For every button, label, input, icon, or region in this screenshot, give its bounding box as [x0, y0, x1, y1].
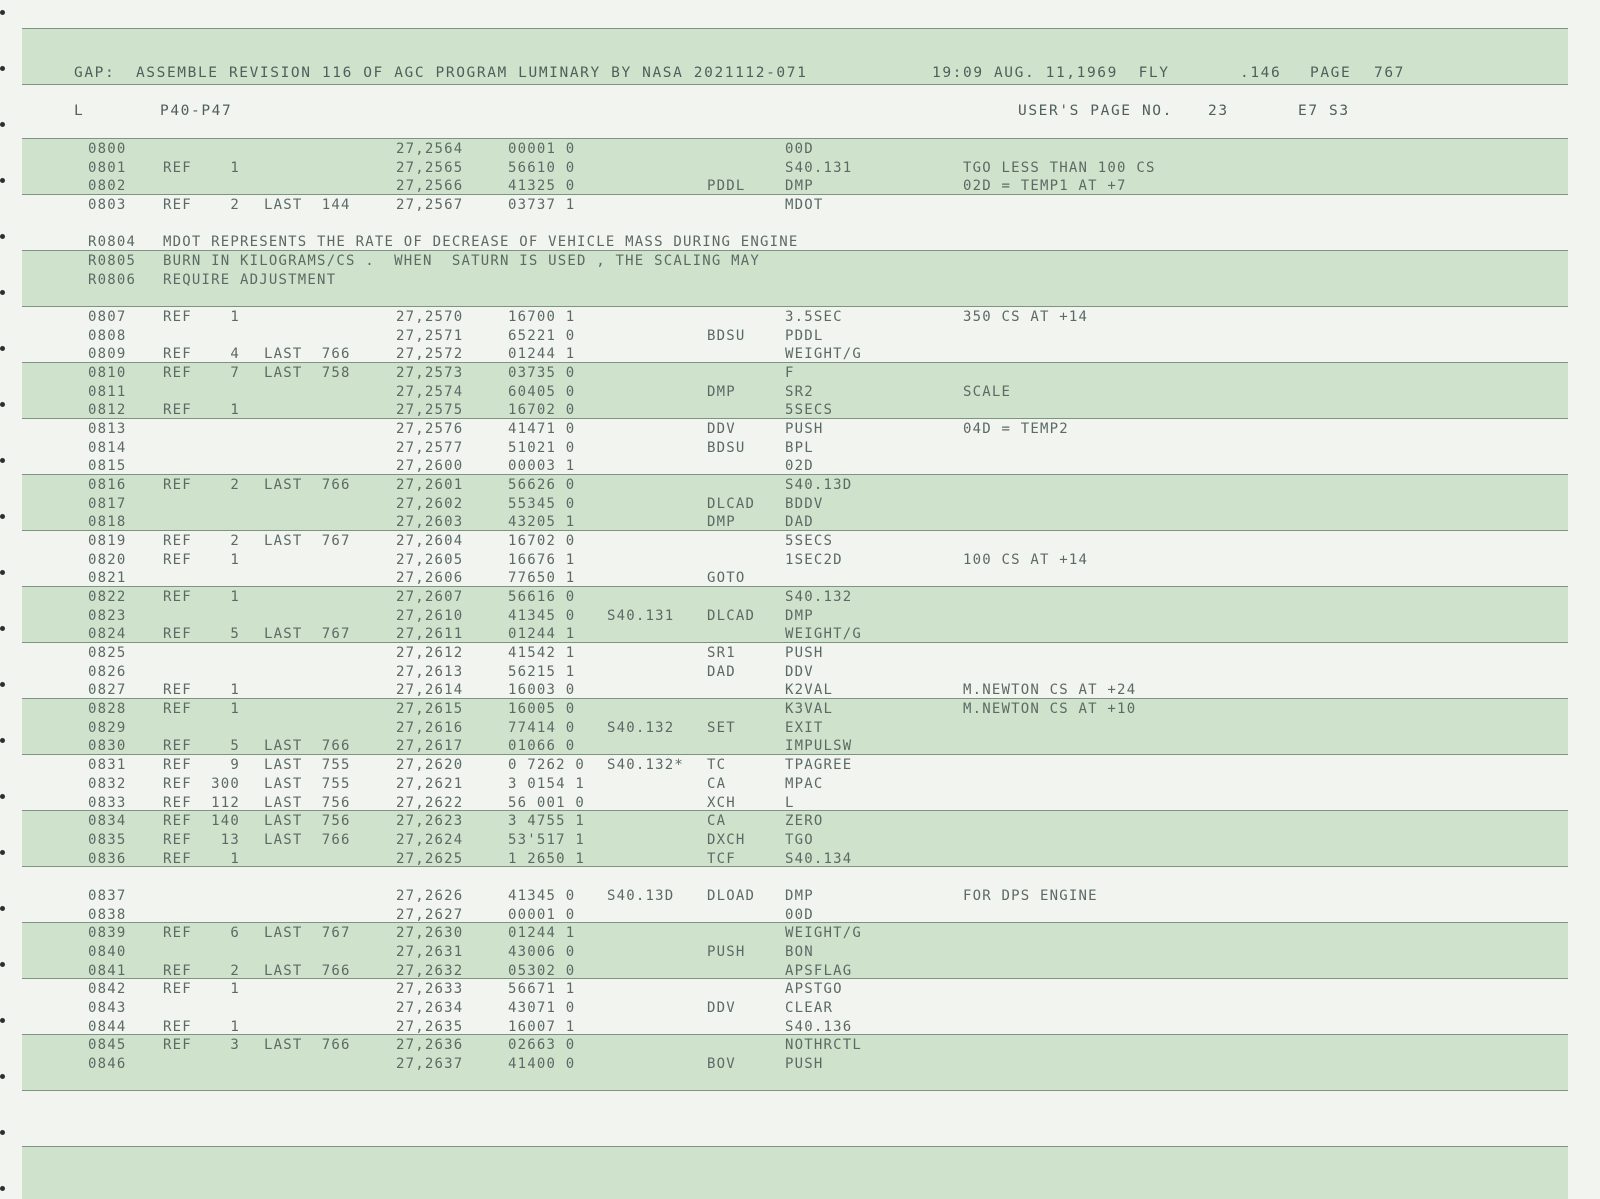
line-number: 0830: [88, 738, 127, 755]
page-label: PAGE: [1310, 65, 1352, 81]
operand: BPL: [785, 439, 814, 456]
last-ref: LAST 766: [264, 962, 351, 979]
operand: APSTGO: [785, 981, 843, 998]
octal-word: 41325 0: [508, 178, 576, 195]
octal-word: 01244 1: [508, 346, 576, 363]
octal-word: 00003 1: [508, 458, 576, 475]
memory-address: 27,2564: [396, 141, 464, 157]
memory-address: 27,2574: [396, 383, 464, 400]
operand: PUSH: [785, 1055, 824, 1072]
operand: NOTHRCTL: [785, 1037, 863, 1054]
memory-address: 27,2634: [396, 999, 464, 1016]
octal-word: 16005 0: [508, 701, 576, 718]
opcode: CA: [707, 775, 727, 792]
ref-count: REF 3: [163, 1037, 241, 1054]
remark-text: REQUIRE ADJUSTMENT: [163, 271, 337, 288]
octal-word: 56 001 0: [508, 794, 586, 811]
last-ref: LAST 767: [264, 626, 351, 643]
octal-word: 43205 1: [508, 514, 576, 531]
line-number: 0826: [88, 663, 127, 680]
memory-address: 27,2603: [396, 514, 464, 531]
octal-word: 53'517 1: [508, 831, 586, 848]
memory-address: 27,2611: [396, 626, 464, 643]
memory-address: 27,2621: [396, 775, 464, 792]
opcode: BDSU: [707, 439, 746, 456]
line-number: 0845: [88, 1037, 127, 1054]
line-number: 0818: [88, 514, 127, 531]
last-ref: LAST 758: [264, 365, 351, 381]
memory-address: 27,2617: [396, 738, 464, 755]
memory-address: 27,2633: [396, 981, 464, 998]
line-number: 0846: [88, 1055, 127, 1072]
remark-text: BURN IN KILOGRAMS/CS . WHEN SATURN IS USED , THE SCALING MAY: [163, 253, 760, 269]
printout-page: [22, 28, 1568, 1198]
operand: BDDV: [785, 495, 824, 512]
comment: FOR DPS ENGINE: [963, 887, 1098, 904]
line-number: 0808: [88, 327, 127, 344]
ref-count: REF 6: [163, 925, 241, 942]
line-number: 0839: [88, 925, 127, 942]
opcode: XCH: [707, 794, 736, 811]
last-ref: LAST 766: [264, 1037, 351, 1054]
operand: PUSH: [785, 645, 824, 662]
ref-count: REF 300: [163, 775, 241, 792]
ref-count: REF 5: [163, 738, 241, 755]
symbol-label: S40.13D: [607, 887, 675, 904]
memory-address: 27,2605: [396, 551, 464, 568]
octal-word: 16702 0: [508, 533, 576, 550]
remark-text: MDOT REPRESENTS THE RATE OF DECREASE OF VEHICLE MASS DURING ENGINE: [163, 234, 799, 251]
octal-word: 56626 0: [508, 477, 576, 494]
memory-address: 27,2572: [396, 346, 464, 363]
octal-word: 16007 1: [508, 1018, 576, 1035]
opcode: BOV: [707, 1055, 736, 1072]
comment: TGO LESS THAN 100 CS: [963, 159, 1156, 176]
ref-count: REF 9: [163, 757, 241, 774]
line-number: 0802: [88, 178, 127, 195]
line-number: 0811: [88, 383, 127, 400]
line-number: 0817: [88, 495, 127, 512]
octal-word: 41345 0: [508, 607, 576, 624]
octal-word: 3 0154 1: [508, 775, 586, 792]
operand: TGO: [785, 831, 814, 848]
memory-address: 27,2601: [396, 477, 464, 494]
line-number: 0821: [88, 570, 127, 587]
comment: 350 CS AT +14: [963, 309, 1089, 325]
octal-word: 01244 1: [508, 925, 576, 942]
ref-count: REF 2: [163, 533, 241, 550]
operand: 5SECS: [785, 402, 834, 419]
opcode: CA: [707, 813, 727, 830]
opcode: DLCAD: [707, 495, 756, 512]
memory-address: 27,2620: [396, 757, 464, 774]
operand: K2VAL: [785, 682, 834, 699]
operand: S40.132: [785, 589, 853, 606]
memory-address: 27,2567: [396, 197, 464, 213]
operand: MDOT: [785, 197, 824, 213]
operand: IMPULSW: [785, 738, 853, 755]
opcode: BDSU: [707, 327, 746, 344]
users-page-number: 23: [1208, 103, 1229, 119]
line-number: 0842: [88, 981, 127, 998]
last-ref: LAST 766: [264, 477, 351, 494]
log-section-name: P40-P47: [160, 103, 233, 119]
line-number: 0820: [88, 551, 127, 568]
operand: PDDL: [785, 327, 824, 344]
operand: TPAGREE: [785, 757, 853, 774]
octal-word: 03735 0: [508, 365, 576, 381]
line-number: R0806: [88, 271, 137, 288]
memory-address: 27,2626: [396, 887, 464, 904]
memory-address: 27,2632: [396, 962, 464, 979]
octal-word: 56671 1: [508, 981, 576, 998]
users-page-label: USER'S PAGE NO.: [1018, 103, 1173, 119]
line-number: 0837: [88, 887, 127, 904]
opcode: DLOAD: [707, 887, 756, 904]
last-ref: LAST 755: [264, 757, 351, 774]
operand: ZERO: [785, 813, 824, 830]
last-ref: LAST 756: [264, 794, 351, 811]
operand: CLEAR: [785, 999, 834, 1016]
memory-address: 27,2624: [396, 831, 464, 848]
memory-address: 27,2625: [396, 850, 464, 867]
opcode: DAD: [707, 663, 736, 680]
comment: M.NEWTON CS AT +24: [963, 682, 1137, 699]
ref-count: REF 2: [163, 477, 241, 494]
line-number: 0825: [88, 645, 127, 662]
memory-address: 27,2613: [396, 663, 464, 680]
operand: K3VAL: [785, 701, 834, 718]
operand: DMP: [785, 607, 814, 624]
line-number: 0801: [88, 159, 127, 176]
memory-address: 27,2627: [396, 906, 464, 923]
operand: PUSH: [785, 421, 824, 438]
line-number: 0831: [88, 757, 127, 774]
operand: SR2: [785, 383, 814, 400]
memory-address: 27,2635: [396, 1018, 464, 1035]
octal-word: 41400 0: [508, 1055, 576, 1072]
line-number: 0841: [88, 962, 127, 979]
memory-address: 27,2577: [396, 439, 464, 456]
log-section-marker: L: [74, 103, 85, 119]
octal-word: 56215 1: [508, 663, 576, 680]
run-number: .146: [1240, 65, 1282, 81]
operand: EXIT: [785, 719, 824, 736]
operand: S40.134: [785, 850, 853, 867]
operand: WEIGHT/G: [785, 925, 863, 942]
memory-address: 27,2636: [396, 1037, 464, 1054]
ref-count: REF 5: [163, 626, 241, 643]
operand: DAD: [785, 514, 814, 531]
operand: BON: [785, 943, 814, 960]
ref-count: REF 2: [163, 962, 241, 979]
operand: WEIGHT/G: [785, 346, 863, 363]
comment: M.NEWTON CS AT +10: [963, 701, 1137, 718]
last-ref: LAST 756: [264, 813, 351, 830]
memory-address: 27,2610: [396, 607, 464, 624]
ref-count: REF 13: [163, 831, 241, 848]
line-number: 0843: [88, 999, 127, 1016]
opcode: SR1: [707, 645, 736, 662]
octal-word: 43006 0: [508, 943, 576, 960]
operand: DMP: [785, 887, 814, 904]
memory-address: 27,2602: [396, 495, 464, 512]
octal-word: 51021 0: [508, 439, 576, 456]
line-number: 0800: [88, 141, 127, 157]
octal-word: 1 2650 1: [508, 850, 586, 867]
memory-address: 27,2576: [396, 421, 464, 438]
octal-word: 05302 0: [508, 962, 576, 979]
last-ref: LAST 767: [264, 533, 351, 550]
ref-count: REF 1: [163, 682, 241, 699]
octal-word: 56610 0: [508, 159, 576, 176]
line-number: 0814: [88, 439, 127, 456]
opcode: TCF: [707, 850, 736, 867]
octal-word: 3 4755 1: [508, 813, 586, 830]
octal-word: 41471 0: [508, 421, 576, 438]
ref-count: REF 140: [163, 813, 241, 830]
line-number: 0816: [88, 477, 127, 494]
octal-word: 16003 0: [508, 682, 576, 699]
operand: DMP: [785, 178, 814, 195]
line-number: 0819: [88, 533, 127, 550]
last-ref: LAST 766: [264, 738, 351, 755]
opcode: DDV: [707, 999, 736, 1016]
octal-word: 00001 0: [508, 141, 576, 157]
rule-line: [22, 306, 1568, 307]
ref-count: REF 1: [163, 1018, 241, 1035]
memory-address: 27,2612: [396, 645, 464, 662]
comment: 100 CS AT +14: [963, 551, 1089, 568]
opcode: DLCAD: [707, 607, 756, 624]
memory-address: 27,2573: [396, 365, 464, 381]
comment: 04D = TEMP2: [963, 421, 1069, 438]
operand: 02D: [785, 458, 814, 475]
octal-word: 55345 0: [508, 495, 576, 512]
line-number: 0807: [88, 309, 127, 325]
line-number: 0832: [88, 775, 127, 792]
operand: APSFLAG: [785, 962, 853, 979]
octal-word: 41542 1: [508, 645, 576, 662]
memory-address: 27,2631: [396, 943, 464, 960]
ref-count: REF 2: [163, 197, 241, 213]
line-number: 0803: [88, 197, 127, 213]
line-number: 0827: [88, 682, 127, 699]
line-number: 0840: [88, 943, 127, 960]
line-number: 0813: [88, 421, 127, 438]
memory-address: 27,2616: [396, 719, 464, 736]
memory-address: 27,2622: [396, 794, 464, 811]
symbol-label: S40.132*: [607, 757, 685, 774]
line-number: 0835: [88, 831, 127, 848]
memory-address: 27,2571: [396, 327, 464, 344]
memory-address: 27,2575: [396, 402, 464, 419]
last-ref: LAST 755: [264, 775, 351, 792]
ref-count: REF 1: [163, 309, 241, 325]
memory-address: 27,2570: [396, 309, 464, 325]
memory-address: 27,2607: [396, 589, 464, 606]
ref-count: REF 1: [163, 981, 241, 998]
ref-count: REF 1: [163, 850, 241, 867]
opcode: TC: [707, 757, 727, 774]
operand: WEIGHT/G: [785, 626, 863, 643]
opcode: SET: [707, 719, 736, 736]
memory-address: 27,2566: [396, 178, 464, 195]
opcode: DDV: [707, 421, 736, 438]
operand: 00D: [785, 141, 814, 157]
rule-line: [22, 84, 1568, 85]
ref-count: REF 1: [163, 402, 241, 419]
printout-tag: E7 S3: [1298, 103, 1350, 119]
ref-count: REF 1: [163, 701, 241, 718]
operand: F: [785, 365, 795, 381]
octal-word: 01244 1: [508, 626, 576, 643]
octal-word: 60405 0: [508, 383, 576, 400]
octal-word: 65221 0: [508, 327, 576, 344]
last-ref: LAST 766: [264, 831, 351, 848]
line-number: 0836: [88, 850, 127, 867]
operand: L: [785, 794, 795, 811]
opcode: DMP: [707, 383, 736, 400]
ref-count: REF 7: [163, 365, 241, 381]
operand: S40.136: [785, 1018, 853, 1035]
octal-word: 56616 0: [508, 589, 576, 606]
octal-word: 77414 0: [508, 719, 576, 736]
memory-address: 27,2623: [396, 813, 464, 830]
operand: 00D: [785, 906, 814, 923]
memory-address: 27,2637: [396, 1055, 464, 1072]
octal-word: 41345 0: [508, 887, 576, 904]
opcode: GOTO: [707, 570, 746, 587]
octal-word: 00001 0: [508, 906, 576, 923]
memory-address: 27,2630: [396, 925, 464, 942]
opcode: DXCH: [707, 831, 746, 848]
line-number: 0823: [88, 607, 127, 624]
page-number: 767: [1374, 65, 1405, 81]
memory-address: 27,2614: [396, 682, 464, 699]
ref-count: REF 112: [163, 794, 241, 811]
last-ref: LAST 766: [264, 346, 351, 363]
octal-word: 16702 0: [508, 402, 576, 419]
operand: 5SECS: [785, 533, 834, 550]
ref-count: REF 1: [163, 159, 241, 176]
symbol-label: S40.131: [607, 607, 675, 624]
ref-count: REF 1: [163, 551, 241, 568]
comment: 02D = TEMP1 AT +7: [963, 178, 1127, 195]
octal-word: 77650 1: [508, 570, 576, 587]
memory-address: 27,2615: [396, 701, 464, 718]
octal-word: 02663 0: [508, 1037, 576, 1054]
memory-address: 27,2565: [396, 159, 464, 176]
line-number: 0833: [88, 794, 127, 811]
octal-word: 0 7262 0: [508, 757, 586, 774]
last-ref: LAST 144: [264, 197, 351, 213]
octal-word: 01066 0: [508, 738, 576, 755]
opcode: DMP: [707, 514, 736, 531]
opcode: PUSH: [707, 943, 746, 960]
comment: SCALE: [963, 383, 1012, 400]
line-number: 0815: [88, 458, 127, 475]
line-number: 0824: [88, 626, 127, 643]
line-number: 0828: [88, 701, 127, 718]
memory-address: 27,2600: [396, 458, 464, 475]
assembly-timestamp: 19:09 AUG. 11,1969 FLY: [932, 65, 1170, 81]
opcode: PDDL: [707, 178, 746, 195]
rule-line: [22, 1090, 1568, 1091]
operand: MPAC: [785, 775, 824, 792]
last-ref: LAST 767: [264, 925, 351, 942]
memory-address: 27,2604: [396, 533, 464, 550]
assembly-title: GAP: ASSEMBLE REVISION 116 OF AGC PROGRAM LUMINARY BY NASA 2021112-071: [74, 65, 808, 81]
operand: S40.131: [785, 159, 853, 176]
ref-count: REF 4: [163, 346, 241, 363]
octal-word: 43071 0: [508, 999, 576, 1016]
green-bar: [22, 1146, 1568, 1199]
line-number: 0810: [88, 365, 127, 381]
line-number: 0829: [88, 719, 127, 736]
octal-word: 16700 1: [508, 309, 576, 325]
line-number: R0805: [88, 253, 137, 269]
line-number: 0834: [88, 813, 127, 830]
operand: DDV: [785, 663, 814, 680]
symbol-label: S40.132: [607, 719, 675, 736]
operand: S40.13D: [785, 477, 853, 494]
ref-count: REF 1: [163, 589, 241, 606]
line-number: R0804: [88, 234, 137, 251]
line-number: 0838: [88, 906, 127, 923]
octal-word: 16676 1: [508, 551, 576, 568]
octal-word: 03737 1: [508, 197, 576, 213]
line-number: 0822: [88, 589, 127, 606]
line-number: 0812: [88, 402, 127, 419]
line-number: 0809: [88, 346, 127, 363]
tractor-feed-holes: [0, 0, 6, 1198]
memory-address: 27,2606: [396, 570, 464, 587]
operand: 3.5SEC: [785, 309, 843, 325]
operand: 1SEC2D: [785, 551, 843, 568]
line-number: 0844: [88, 1018, 127, 1035]
